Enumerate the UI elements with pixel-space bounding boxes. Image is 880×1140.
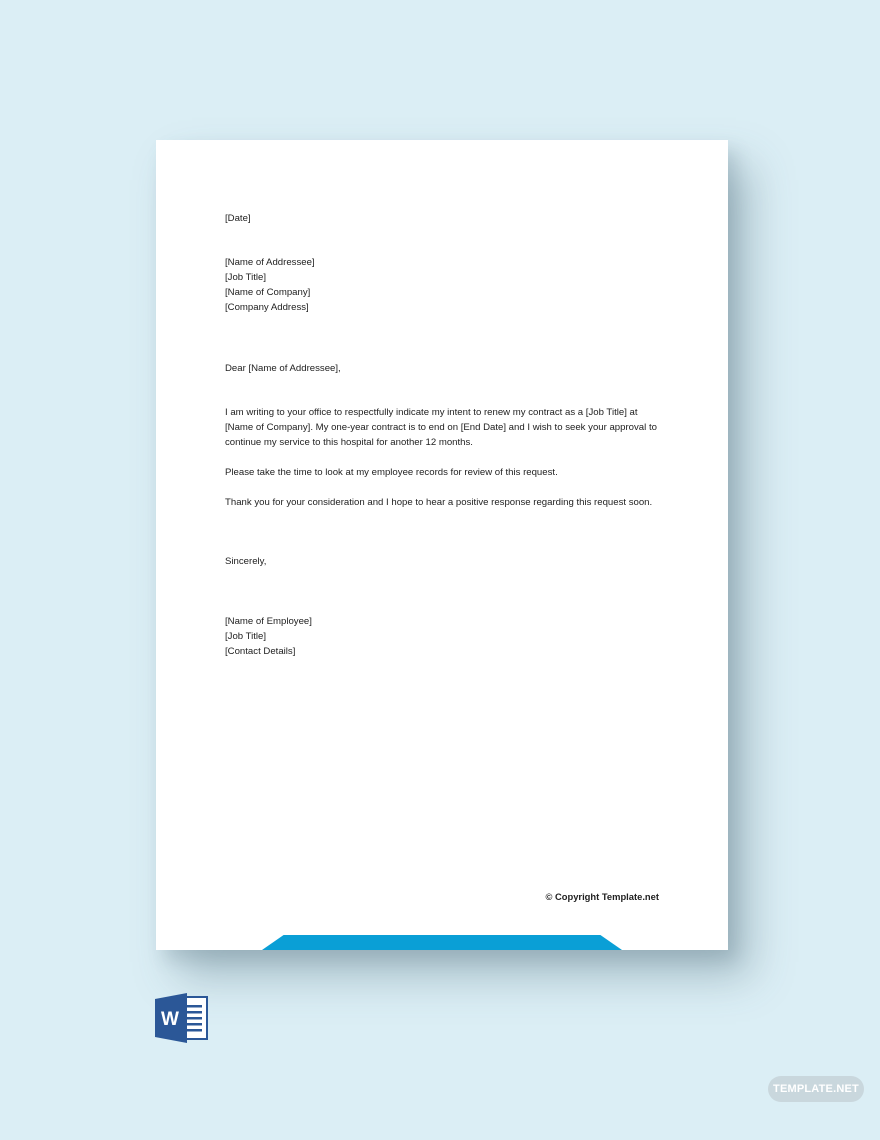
recipient-name: [Name of Addressee] — [225, 257, 315, 268]
signature-job-title: [Job Title] — [225, 631, 267, 642]
accent-bar — [262, 935, 622, 950]
template-net-watermark: TEMPLATE.NET — [768, 1076, 864, 1102]
recipient-address: [Company Address] — [225, 302, 309, 313]
microsoft-word-icon — [155, 993, 209, 1043]
signature-contact: [Contact Details] — [225, 646, 296, 657]
recipient-company: [Name of Company] — [225, 287, 311, 298]
letter-body — [225, 210, 665, 659]
recipient-job-title: [Job Title] — [225, 272, 267, 283]
recipient-block — [225, 255, 665, 315]
body-paragraph-2: Please take the time to look at my employee records for review of this request. — [225, 467, 558, 478]
closing: Sincerely, — [225, 556, 267, 567]
body-paragraph-1: I am writing to your office to respectfully indicate my intent to renew my contract as a [Job Title] at [Name of Company]. My one-year contract is to end on [End Date] and I wish to seek your approval to continue my service to this hospital for another 12 months. — [225, 407, 657, 448]
body-paragraph-3: Thank you for your consideration and I hope to hear a positive response regarding this request soon. — [225, 497, 653, 508]
signature-block — [225, 614, 665, 659]
copyright-notice: © Copyright Template.net — [545, 891, 659, 902]
letter-page — [156, 140, 728, 950]
salutation: Dear [Name of Addressee], — [225, 363, 341, 374]
letter-date: [Date] — [225, 213, 251, 224]
svg-text:W: W — [161, 1009, 179, 1030]
signature-name: [Name of Employee] — [225, 616, 312, 627]
